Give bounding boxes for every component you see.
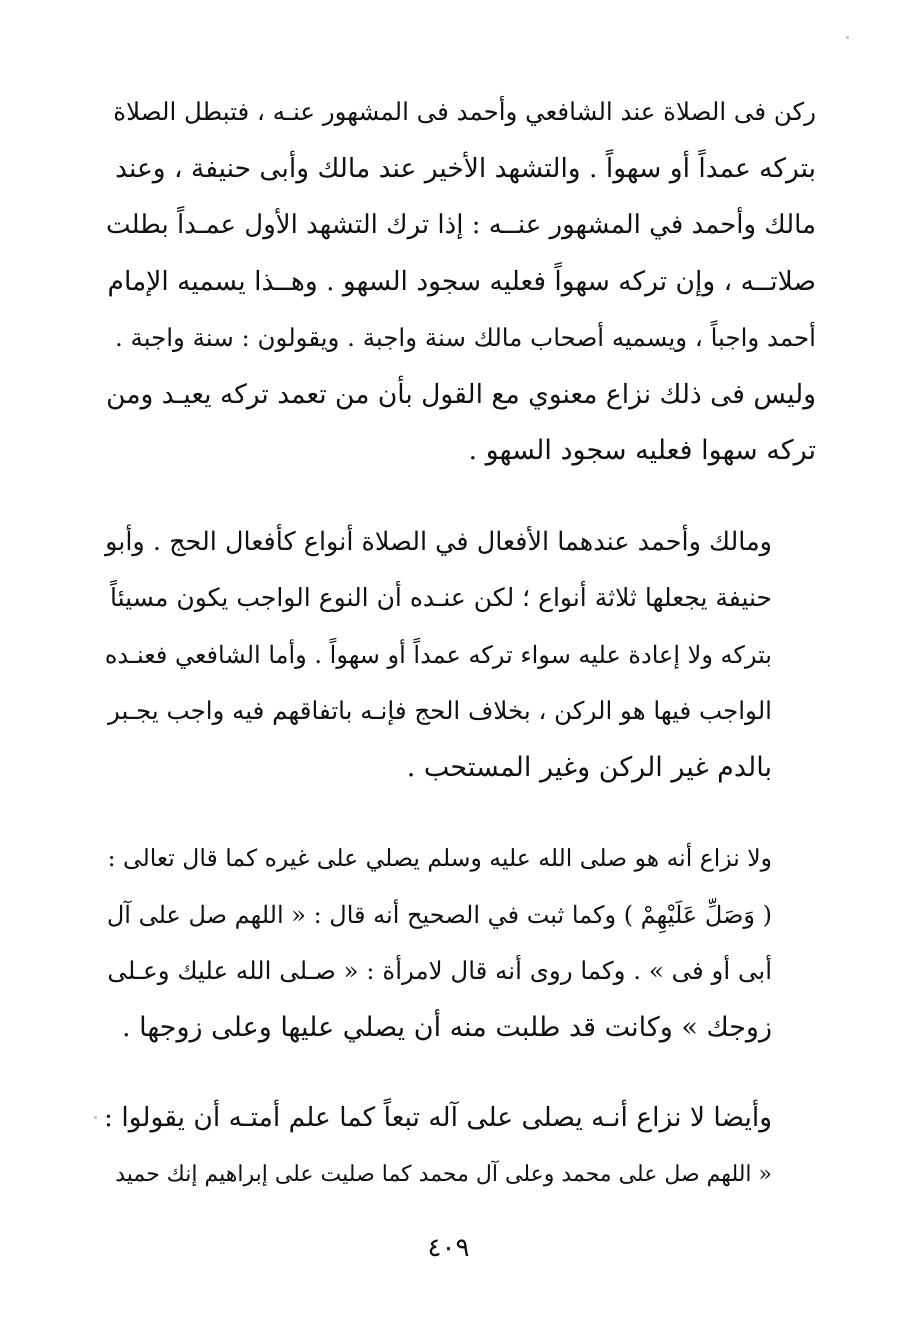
text-line: ومالك وأحمد عندهما الأفعال في الصلاة أنواع كأفعال الحج . وأبو	[105, 526, 772, 557]
scan-speck	[846, 36, 849, 39]
paragraph-3	[104, 830, 816, 1056]
paragraph-2	[104, 514, 816, 797]
text-line: وأيضا لا نزاع أنـه يصلى على آله تبعاً كما علم أمتـه أن يقولوا :	[104, 1102, 772, 1133]
text-line: زوجك » وكانت قد طلبت منه أن يصلي عليها وعلى زوجها .	[121, 1011, 772, 1043]
text-line: حنيفة يجعلها ثلاثة أنواع ؛ لكن عنـده أن النوع الواجب يكون مسيئاً	[109, 583, 772, 612]
text-line: بتركه عمداً أو سهواً . والتشهد الأخير عند مالك وأبى حنيفة ، وعند	[115, 152, 816, 184]
text-line: أحمد واجباً ، ويسميه أصحاب مالك سنة واجبة . ويقولون : سنة واجبة .	[114, 323, 816, 352]
text-line: وليس فى ذلك نزاع معنوي مع القول بأن من تعمد تركه يعيـد ومن	[106, 378, 816, 410]
paragraph-4	[104, 1090, 816, 1203]
text-line: الواجب فيها هو الركن ، بخلاف الحج فإنـه باتفاقهم فيه واجب يجـبر	[108, 696, 772, 725]
text-line: صلاتــه ، وإن تركه سهواً فعليه سجود السهو . وهــذا يسميه الإمام	[107, 265, 816, 297]
page-body	[104, 84, 816, 1203]
text-line: أبى أو فى » . وكما روى أنه قال لامرأة : « صـلى الله عليك وعـلى	[107, 956, 772, 985]
text-line: ركن فى الصلاة عند الشافعي وأحمد فى المشهور عنـه ، فتبطل الصلاة	[113, 97, 816, 126]
text-line: بتركه ولا إعادة عليه سواء تركه عمداً أو سهواً . وأما الشافعي فعنـده	[104, 640, 772, 669]
text-line: تركه سهوا فعليه سجود السهو .	[468, 435, 816, 466]
paragraph-1	[104, 84, 816, 480]
text-line: ( وَصَلِّ عَلَيْهِمْ ) وكما ثبت في الصحيح أنه قال : « اللهم صل على آل	[106, 900, 772, 929]
scan-speck	[94, 1116, 97, 1119]
text-line: مالك وأحمد في المشهور عنــه : إذا ترك التشهد الأول عمـداً بطلت	[106, 210, 816, 240]
text-line: ولا نزاع أنه هو صلى الله عليه وسلم يصلي على غيره كما قال تعالى :	[107, 844, 772, 872]
text-line: « اللهم صل على محمد وعلى آل محمد كما صليت على إبراهيم إنك حميد	[115, 1161, 772, 1187]
text-line: بالدم غير الركن وغير المستحب .	[406, 751, 772, 783]
page-number: ٤٠٩	[427, 1233, 470, 1263]
